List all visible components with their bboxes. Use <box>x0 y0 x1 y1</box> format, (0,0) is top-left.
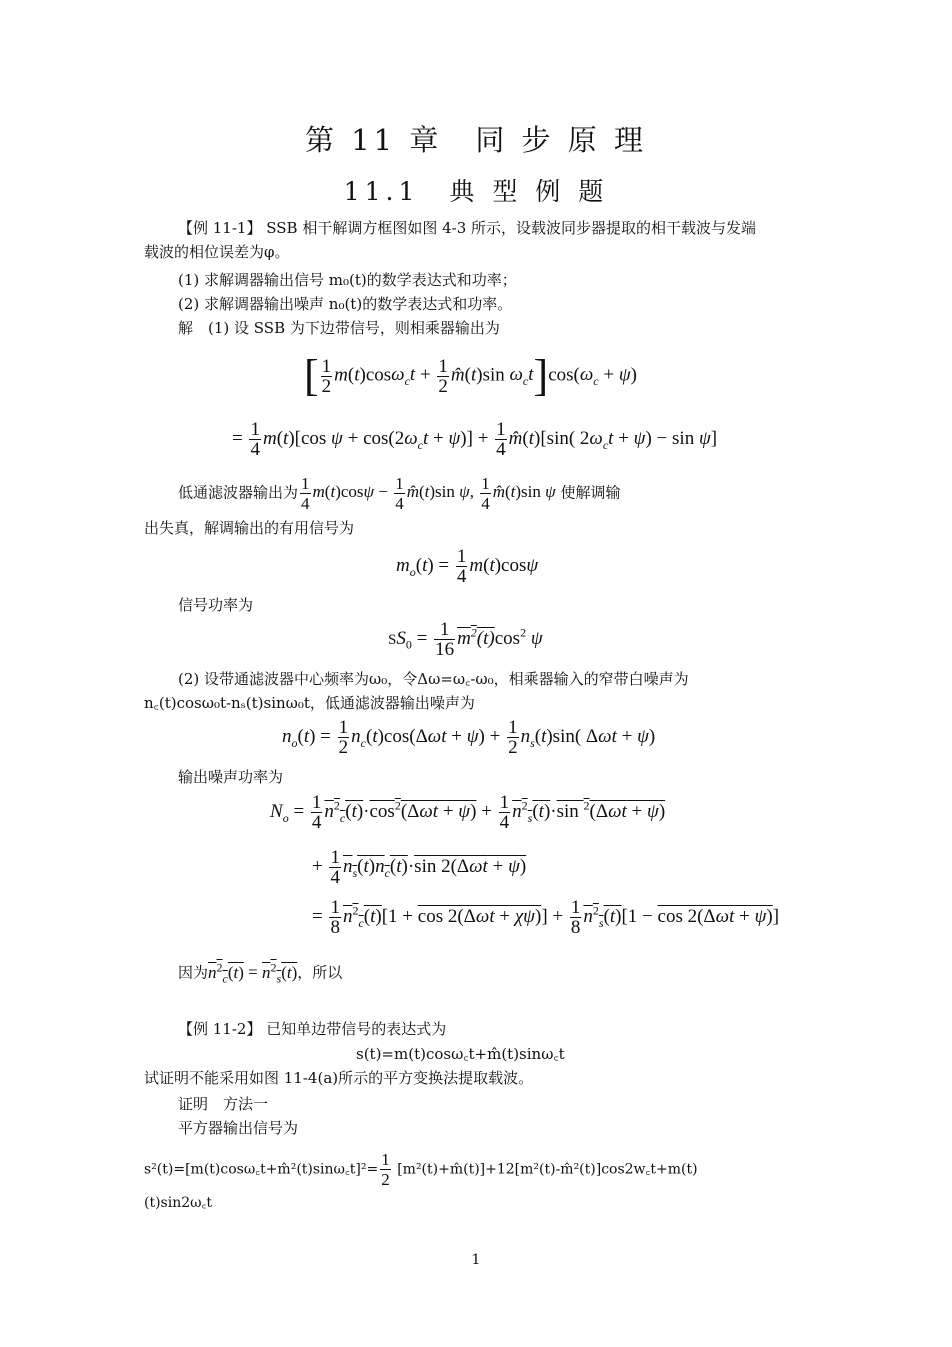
lpf-output-line: 低通滤波器输出为 $\frac{1}{4}$ m(t)cosψ − $\frac{1}{4}$ m̂(t)sin ψ, $\frac{1}{4}$ m̂(t)sin ψ 使解调输 <box>178 474 621 513</box>
page-number: 1 <box>471 1252 481 1268</box>
question-1: (1) 求解调器输出信号 m₀(t)的数学表达式和功率； <box>178 271 517 289</box>
because-prefix: 因为 <box>178 963 209 982</box>
example1-head: 【例 11-1】 SSB 相干解调方框图如图 4-3 所示，设载波同步器提取的相干载波与发端 <box>178 219 757 237</box>
example1-head-cont: 载波的相位误差为φ。 <box>144 243 290 261</box>
equation-expanded: = $\frac{1}{4}$ m(t)[cos $\psi + \cos(2\omega_ct + \psi)$] + $\frac{1}{4}$ m̂(t)[sin( $2\omega_ct + \psi) - \sin \psi$] <box>232 419 718 460</box>
equation-noise-power-3: = $\frac{1}{8}$ $n^2_c(t)[1 + \cos 2(\Delta\omega t + \chi\psi)]$ + $\frac{1}{8}$ $n^2_s(t)[1 - \cos 2(\Delta\omega t + \psi)]$ <box>312 897 780 938</box>
example2-signal: s(t)=m(t)cosω꜀t+m̂(t)sinω꜀t <box>356 1045 565 1063</box>
solution-part2a: (2) 设带通滤波器中心频率为ω₀，令Δω=ω꜀-ω₀，相乘器输入的窄带白噪声为 <box>178 670 689 688</box>
example2-method: 证明 方法一 <box>178 1095 269 1113</box>
equation-square-output: s²(t)=[m(t)cosω꜀t+m̂²(t)sinω꜀t]²= $\frac{1}{2}$ [m²(t)+m̂(t)]+12[m²(t)-m̂²(t)]cos2w꜀t+m(t) <box>144 1150 698 1189</box>
distortion-text: 出失真，解调输出的有用信号为 <box>144 519 355 537</box>
equation-multiplier-output: [ $\frac{1}{2}$ m(t)cosω$_c$t + $\frac{1}{2}$ m̂(t)sin $\omega_ct]\cos(\omega_c + \psi)$ <box>304 351 637 400</box>
equation-noise-output: $n_o(t)$ = $\frac{1}{2}$ $n_c(t)\cos(\Delta\omega t + \psi)$ + $\frac{1}{2}$ $n_s(t)\sin$( Δωt + ψ) <box>282 717 656 758</box>
chapter-title: 第 11 章 同 步 原 理 <box>305 123 647 157</box>
noise-power-label: 输出噪声功率为 <box>178 768 284 786</box>
solution-part1: 解 (1) 设 SSB 为下边带信号，则相乘器输出为 <box>178 319 500 337</box>
equation-useful-signal: $m_o(t)$ = $\frac{1}{4}$ m(t)cosψ <box>396 546 539 587</box>
because-line: 因为$n^2_c(t) = n^2_s(t)$，所以 <box>178 960 343 986</box>
square-eq-a: s²(t)=[m(t)cosω꜀t+m̂²(t)sinω꜀t]²= <box>144 1161 379 1178</box>
because-suffix: ，所以 <box>297 963 343 982</box>
signal-power-label: 信号功率为 <box>178 596 254 614</box>
section-title: 11.1 典 型 例 题 <box>343 177 609 206</box>
question-2: (2) 求解调器输出噪声 n₀(t)的数学表达式和功率。 <box>178 295 513 313</box>
example2-head: 【例 11-2】 已知单边带信号的表达式为 <box>178 1020 447 1038</box>
equation-signal-power: $SS_0$ = $\frac{1}{16}$ $m^2(t)\cos^2$ ψ <box>388 619 543 660</box>
lpf-prefix: 低通滤波器输出为 <box>178 483 299 502</box>
square-output-label: 平方器输出信号为 <box>178 1119 299 1137</box>
lpf-suffix: 使解调输 <box>560 483 621 502</box>
square-eq-b: [m²(t)+m̂(t)]+12[m²(t)-m̂²(t)]cos2w꜀t+m(t) <box>397 1161 698 1178</box>
solution-part2b: n꜀(t)cosω₀t-nₛ(t)sinω₀t，低通滤波器输出噪声为 <box>144 694 475 712</box>
equation-noise-power-1: $N_o$ = $\frac{1}{4}$ $n^2_c(t)\cdot\cos^2(\Delta\omega t + \psi)$ + $\frac{1}{4}$ $n^2_s(t)\cdot\sin$ $^2$(Δωt + ψ) <box>270 792 666 833</box>
equation-square-output-cont: (t)sin2ω꜀t <box>144 1195 213 1211</box>
equation-noise-power-2: + $\frac{1}{4}$ $n_s(t)n_c(t)\cdot\sin$ 2(Δωt + ψ) <box>312 847 527 888</box>
example2-prove: 试证明不能采用如图 11-4(a)所示的平方变换法提取载波。 <box>144 1069 534 1087</box>
